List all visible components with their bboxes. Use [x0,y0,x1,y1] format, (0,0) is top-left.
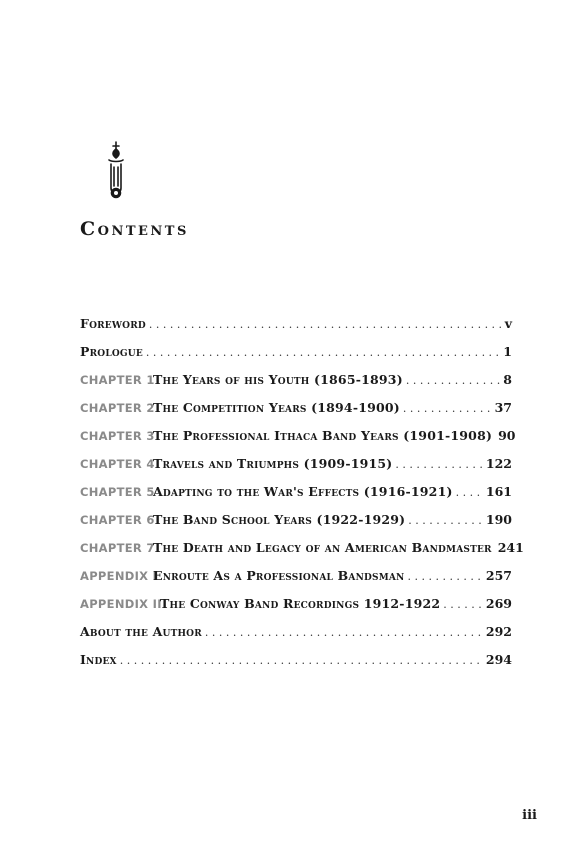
toc-entry-label: CHAPTER 4 [80,457,155,471]
toc-entry[interactable] [80,456,512,484]
page-title: Contents [80,218,189,240]
page-number: iii [522,808,537,823]
toc-dot-leader [443,598,483,611]
toc-entry-title: The Years of his Youth (1865-1893) [153,372,403,387]
toc-dot-leader [395,458,482,471]
toc-entry-page: v [504,316,512,331]
toc-dot-leader [456,486,483,499]
toc-entry-page: 241 [497,540,524,555]
toc-entry-label: CHAPTER 7 [80,541,155,555]
toc-entry[interactable] [80,652,512,680]
toc-entry[interactable] [80,624,512,652]
toc-dot-leader [406,374,500,387]
toc-entry-title: The Professional Ithaca Band Years (1901-1908) [153,428,493,443]
toc-entry-label: CHAPTER 2 [80,401,155,415]
toc-entry-title: Enroute As a Professional Bandsman [153,568,405,583]
toc-entry-page: 90 [498,428,516,443]
toc-entry-page: 269 [485,596,512,611]
toc-entry-title: The Conway Band Recordings 1912-1922 [160,596,441,611]
toc-entry-label: CHAPTER 6 [80,513,155,527]
toc-entry[interactable] [80,428,516,456]
toc-entry-label: CHAPTER 1 [80,373,155,387]
toc-entry-title: The Death and Legacy of an American Bandmaster [153,540,492,555]
toc-entry-page: 190 [485,512,512,527]
toc-entry[interactable] [80,316,512,344]
toc-dot-leader [149,318,502,331]
toc-entry-label: CHAPTER 5 [80,485,155,499]
toc-entry-title: Prologue [80,344,143,359]
toc-entry-title: The Band School Years (1922-1929) [153,512,406,527]
toc-entry[interactable] [80,568,512,596]
toc-entry-title: Foreword [80,316,146,331]
toc-dot-leader [205,626,483,639]
toc-entry[interactable] [80,344,512,372]
toc-entry-page: 37 [494,400,512,415]
toc-entry-page: 8 [503,372,512,387]
toc-entry-page: 1 [503,344,512,359]
toc-entry-title: The Competition Years (1894-1900) [153,400,400,415]
toc-entry-page: 122 [485,456,512,471]
candlestick-ornament-icon [103,140,129,204]
toc-dot-leader [403,402,492,415]
toc-entry-page: 257 [485,568,512,583]
toc-entry-title: Index [80,652,117,667]
toc-entry-title: About the Author [80,624,202,639]
toc-entry[interactable] [80,400,512,428]
toc-entry[interactable] [80,540,524,568]
toc-entry-label: APPENDIX II [80,597,162,611]
toc-dot-leader [120,654,483,667]
toc-dot-leader [407,570,482,583]
toc-entry-label: APPENDIX I [80,569,158,583]
toc-entry[interactable] [80,512,512,540]
toc-dot-leader [408,514,483,527]
toc-entry-page: 292 [485,624,512,639]
toc-entry[interactable] [80,596,512,624]
toc-dot-leader [146,346,500,359]
toc-entry-title: Adapting to the War's Effects (1916-1921) [153,484,453,499]
toc-entry[interactable] [80,484,512,512]
toc-entry-title: Travels and Triumphs (1909-1915) [153,456,393,471]
toc-entry[interactable] [80,372,512,400]
toc-entry-page: 294 [485,652,512,667]
toc-entry-label: CHAPTER 3 [80,429,155,443]
toc-entry-page: 161 [485,484,512,499]
table-of-contents [80,316,524,680]
